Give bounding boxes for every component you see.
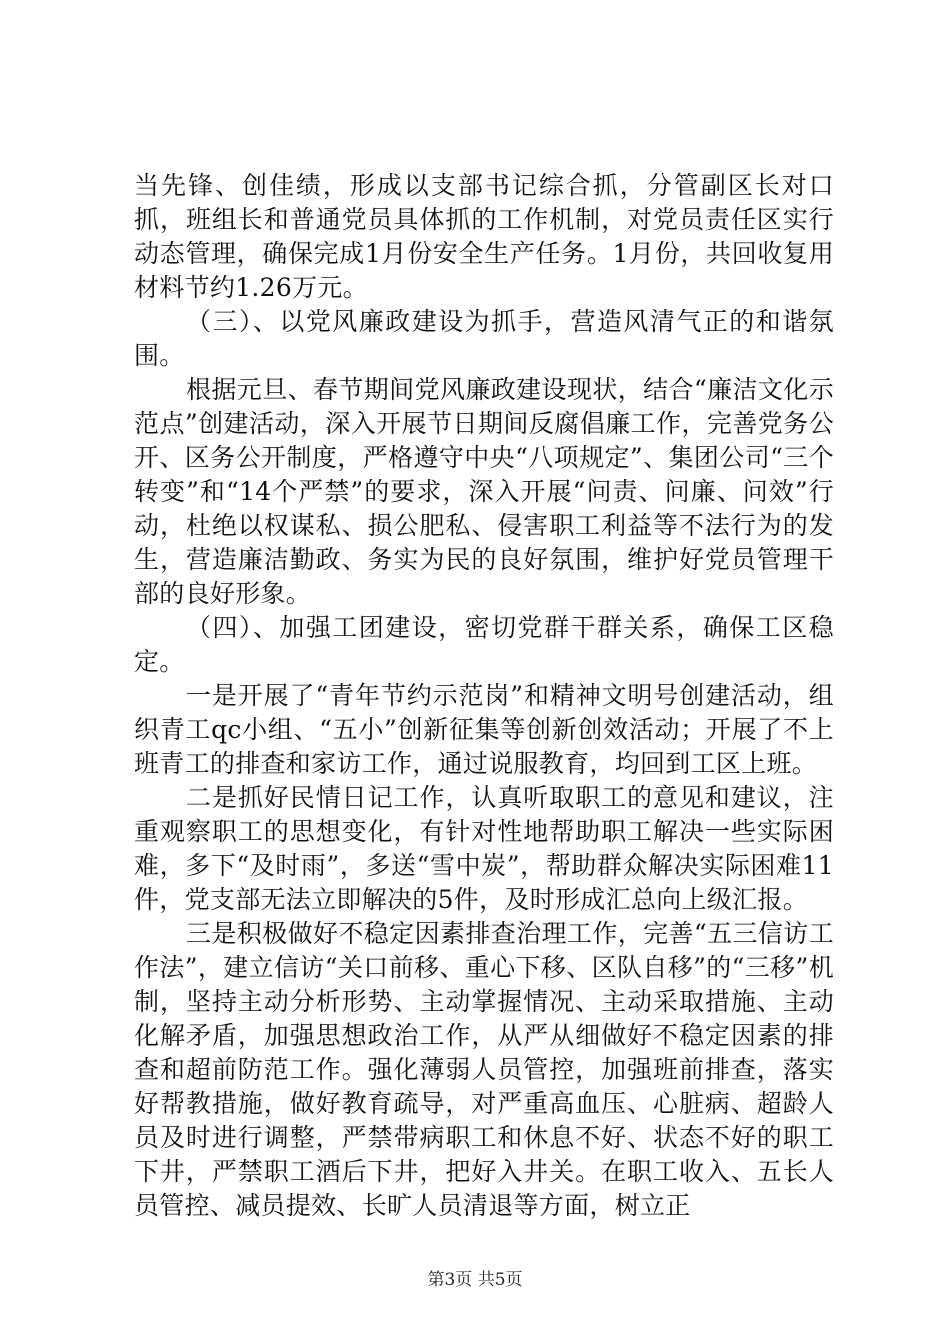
section-heading-three: （三）、以党风廉政建设为抓手，营造风清气正的和谐氛围。 xyxy=(134,307,834,370)
page-footer xyxy=(0,1270,950,1290)
paragraph: 根据元旦、春节期间党风廉政建设现状，结合“廉洁文化示范点”创建活动，深入开展节日期间反腐倡廉工作，完善党务公开、区务公开制度，严格遵守中央“八项规定”、集团公司“三个转变”和“14个严禁”的要求，深入开展“问责、问廉、问效”行动，杜绝以权谋私、损公肥私、侵害职工利益等不法行为的发生，营造廉洁勤政、务实为民的良好氛围，维护好党员管理干部的良好形象。 xyxy=(134,375,834,608)
paragraph: 二是抓好民情日记工作，认真听取职工的意见和建议，注重观察职工的思想变化，有针对性地帮助职工解决一些实际困难，多下“及时雨”，多送“雪中炭”，帮助群众解决实际困难11件，党支部无法立即解决的5件，及时形成汇总向上级汇报。 xyxy=(134,783,834,914)
document-body xyxy=(134,169,834,1223)
paragraph: 一是开展了“青年节约示范岗”和精神文明号创建活动，组织青工qc小组、“五小”创新征集等创新创效活动；开展了不上班青工的排查和家访工作，通过说服教育，均回到工区上班。 xyxy=(134,681,834,778)
paragraph: 三是积极做好不稳定因素排查治理工作，完善“五三信访工作法”，建立信访“关口前移、重心下移、区队自移”的“三移”机制，坚持主动分析形势、主动掌握情况、主动采取措施、主动化解矛盾，加强思想政治工作，从严从细做好不稳定因素的排查和超前防范工作。强化薄弱人员管控，加强班前排查，落实好帮教措施，做好教育疏导，对严重高血压、心脏病、超龄人员及时进行调整，严禁带病职工和休息不好、状态不好的职工下井，严禁职工酒后下井，把好入井关。在职工收入、五长人员管控、减员提效、长旷人员清退等方面，树立正 xyxy=(134,919,834,1220)
page-number: 第3页 共5页 xyxy=(427,1270,523,1290)
paragraph: 当先锋、创佳绩，形成以支部书记综合抓，分管副区长对口抓，班组长和普通党员具体抓的工作机制，对党员责任区实行动态管理，确保完成1月份安全生产任务。1月份，共回收复用材料节约1.26万元。 xyxy=(134,171,834,302)
section-heading-four: （四）、加强工团建设，密切党群干群关系，确保工区稳定。 xyxy=(134,613,834,676)
